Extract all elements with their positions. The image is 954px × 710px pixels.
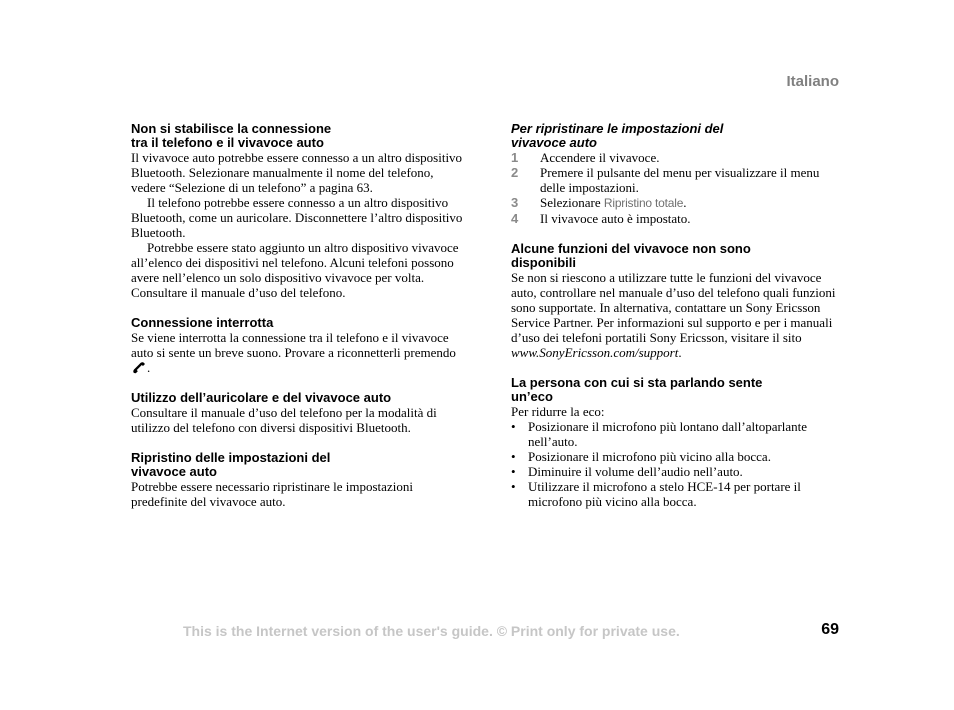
list-item bbox=[511, 419, 846, 449]
heading-line: vivavoce auto bbox=[131, 464, 217, 479]
paragraph: Potrebbe essere necessario ripristinare le impostazioni predefinite del vivavoce auto. bbox=[131, 479, 413, 509]
heading-line: disponibili bbox=[511, 255, 576, 270]
list-item bbox=[511, 479, 846, 509]
section-heading bbox=[131, 451, 466, 479]
section-reset-procedure bbox=[511, 122, 846, 226]
step-number: 1 bbox=[511, 150, 519, 165]
paragraph bbox=[511, 270, 846, 360]
heading-line: vivavoce auto bbox=[511, 135, 597, 150]
list-item bbox=[511, 449, 846, 464]
step-item bbox=[511, 150, 846, 165]
section-connection-lost bbox=[131, 316, 466, 375]
paragraph-text: . bbox=[147, 360, 151, 375]
list-item-text: Utilizzare il microfono a stelo HCE-14 per portare il microfono più vicino alla bocca. bbox=[528, 479, 801, 509]
step-number: 2 bbox=[511, 165, 519, 180]
section-headset-usage bbox=[131, 391, 466, 435]
paragraph: Potrebbe essere stato aggiunto un altro dispositivo vivavoce all’elenco dei dispositivi nel telefono. Alcuni telefoni possono avere nell’elenco un solo dispositivo vivavoce per volta. Consultare il manuale d’uso del telefono. bbox=[131, 240, 459, 300]
left-column bbox=[131, 122, 466, 525]
section-features-unavailable bbox=[511, 242, 846, 360]
heading-line: Ripristino delle impostazioni del bbox=[131, 450, 331, 465]
paragraph-text: . bbox=[678, 345, 682, 360]
right-column bbox=[511, 122, 846, 525]
section-no-connection bbox=[131, 122, 466, 300]
step-text: Accendere il vivavoce. bbox=[540, 150, 660, 165]
list-item-text: Posizionare il microfono più vicino alla bocca. bbox=[528, 449, 771, 464]
step-text: Selezionare bbox=[540, 195, 601, 210]
section-heading bbox=[511, 122, 846, 150]
step-item bbox=[511, 165, 846, 195]
paragraph: Per ridurre la eco: bbox=[511, 404, 605, 419]
language-label: Italiano bbox=[786, 73, 839, 90]
bullet-icon: • bbox=[511, 449, 516, 464]
footer-notice: This is the Internet version of the user's guide. © Print only for private use. bbox=[183, 623, 680, 639]
bullet-list bbox=[511, 419, 846, 509]
section-heading bbox=[511, 242, 846, 270]
step-number: 4 bbox=[511, 211, 519, 226]
heading-line: Per ripristinare le impostazioni del bbox=[511, 121, 724, 136]
heading-line: La persona con cui si sta parlando sente bbox=[511, 375, 763, 390]
heading-line: un’eco bbox=[511, 389, 553, 404]
phone-call-icon bbox=[131, 361, 147, 375]
heading-line: tra il telefono e il vivavoce auto bbox=[131, 135, 324, 150]
step-item bbox=[511, 195, 846, 211]
paragraph: Consultare il manuale d’uso del telefono per la modalità di utilizzo del telefono con diversi dispositivi Bluetooth. bbox=[131, 405, 437, 435]
list-item-text: Posizionare il microfono più lontano dall’altoparlante nell’auto. bbox=[528, 419, 808, 449]
menu-item-reset: Ripristino totale bbox=[603, 196, 684, 210]
section-echo bbox=[511, 376, 846, 509]
section-heading bbox=[131, 122, 466, 150]
paragraph bbox=[131, 330, 466, 375]
page-number: 69 bbox=[821, 621, 839, 638]
support-url: www.SonyEricsson.com/support bbox=[511, 345, 679, 360]
heading-line: Non si stabilisce la connessione bbox=[131, 121, 332, 136]
bullet-icon: • bbox=[511, 419, 516, 434]
paragraph-text: Se non si riescono a utilizzare tutte le funzioni del vivavoce auto, controllare nel manuale d’uso del telefono quali funzioni sono supportate. In alternativa, contattare un Sony Ericsson Service Partner. Per informazioni sul supporto e per i manuali d’uso dei telefoni portatili Sony Ericsson, visitare il sito bbox=[511, 270, 836, 345]
paragraph-text: Se viene interrotta la connessione tra il telefono e il vivavoce auto si sente un breve suono. Provare a riconnetterli premendo bbox=[131, 330, 456, 360]
paragraph: Il vivavoce auto potrebbe essere connesso a un altro dispositivo Bluetooth. Selezionare manualmente il nome del telefono, vedere “Selezione di un telefono” a pagina 63. bbox=[131, 150, 463, 195]
list-item bbox=[511, 464, 846, 479]
section-reset-settings bbox=[131, 451, 466, 509]
section-heading: Connessione interrotta bbox=[131, 315, 274, 330]
steps-list bbox=[511, 150, 846, 226]
section-heading bbox=[511, 376, 846, 404]
section-heading: Utilizzo dell’auricolare e del vivavoce auto bbox=[131, 390, 392, 405]
step-number: 3 bbox=[511, 195, 519, 210]
paragraph: Il telefono potrebbe essere connesso a un altro dispositivo Bluetooth, come un auricolare. Disconnettere l’altro dispositivo Bluetooth. bbox=[131, 195, 463, 240]
bullet-icon: • bbox=[511, 479, 516, 494]
step-text: Il vivavoce auto è impostato. bbox=[540, 211, 691, 226]
step-item bbox=[511, 211, 846, 226]
step-text: Premere il pulsante del menu per visualizzare il menu delle impostazioni. bbox=[540, 165, 820, 195]
step-text: . bbox=[683, 195, 687, 210]
heading-line: Alcune funzioni del vivavoce non sono bbox=[511, 241, 751, 256]
list-item-text: Diminuire il volume dell’audio nell’auto. bbox=[528, 464, 743, 479]
bullet-icon: • bbox=[511, 464, 516, 479]
